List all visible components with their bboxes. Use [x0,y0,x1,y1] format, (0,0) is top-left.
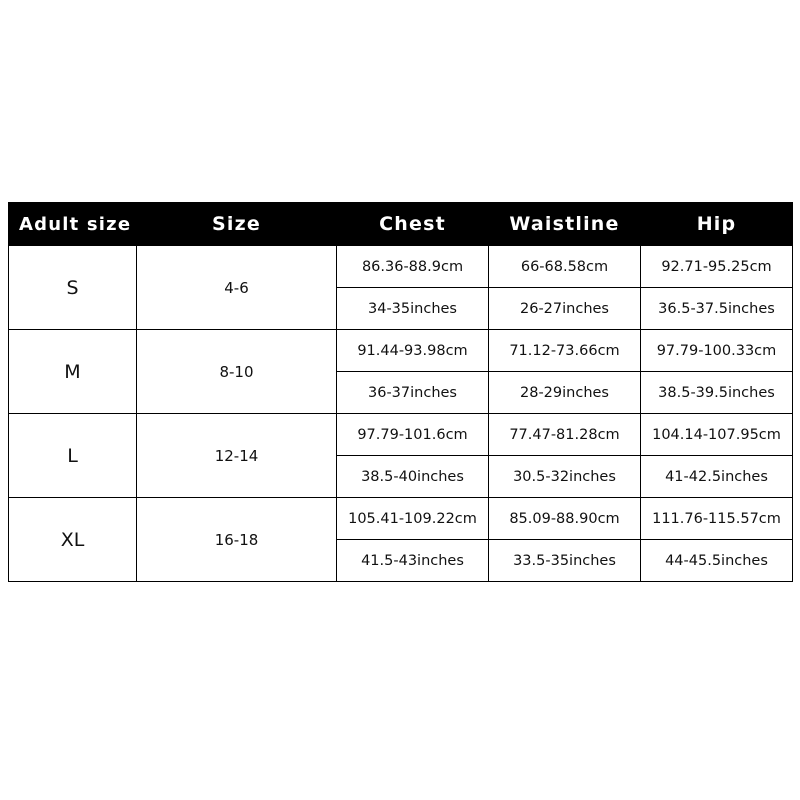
cell-waistline-s-cm: 66-68.58cm [489,246,641,288]
table-header-row [9,203,793,246]
cell-waistline-xl-inches: 33.5-35inches [489,540,641,582]
size-chart-table [8,202,793,582]
cell-chest-m-inches: 36-37inches [337,372,489,414]
cell-size-m: 8-10 [137,330,337,414]
column-header-hip: Hip [641,203,793,246]
table-row [9,330,793,372]
cell-chest-xl-inches: 41.5-43inches [337,540,489,582]
cell-hip-s-inches: 36.5-37.5inches [641,288,793,330]
cell-waistline-xl-cm: 85.09-88.90cm [489,498,641,540]
cell-waistline-s-inches: 26-27inches [489,288,641,330]
cell-waistline-m-cm: 71.12-73.66cm [489,330,641,372]
cell-size-xl: 16-18 [137,498,337,582]
cell-waistline-l-cm: 77.47-81.28cm [489,414,641,456]
cell-chest-l-inches: 38.5-40inches [337,456,489,498]
table-row [9,246,793,288]
cell-adult-size-m: M [9,330,137,414]
cell-hip-l-inches: 41-42.5inches [641,456,793,498]
cell-size-l: 12-14 [137,414,337,498]
cell-chest-s-cm: 86.36-88.9cm [337,246,489,288]
column-header-waistline: Waistline [489,203,641,246]
cell-adult-size-xl: XL [9,498,137,582]
cell-adult-size-l: L [9,414,137,498]
cell-hip-l-cm: 104.14-107.95cm [641,414,793,456]
cell-hip-xl-inches: 44-45.5inches [641,540,793,582]
cell-adult-size-s: S [9,246,137,330]
cell-hip-s-cm: 92.71-95.25cm [641,246,793,288]
cell-hip-m-cm: 97.79-100.33cm [641,330,793,372]
cell-chest-s-inches: 34-35inches [337,288,489,330]
cell-chest-xl-cm: 105.41-109.22cm [337,498,489,540]
column-header-chest: Chest [337,203,489,246]
table-row [9,498,793,540]
cell-waistline-m-inches: 28-29inches [489,372,641,414]
cell-chest-m-cm: 91.44-93.98cm [337,330,489,372]
table-row [9,414,793,456]
column-header-size: Size [137,203,337,246]
column-header-adult-size: Adult size [9,203,137,246]
cell-waistline-l-inches: 30.5-32inches [489,456,641,498]
cell-hip-m-inches: 38.5-39.5inches [641,372,793,414]
cell-chest-l-cm: 97.79-101.6cm [337,414,489,456]
cell-hip-xl-cm: 111.76-115.57cm [641,498,793,540]
cell-size-s: 4-6 [137,246,337,330]
